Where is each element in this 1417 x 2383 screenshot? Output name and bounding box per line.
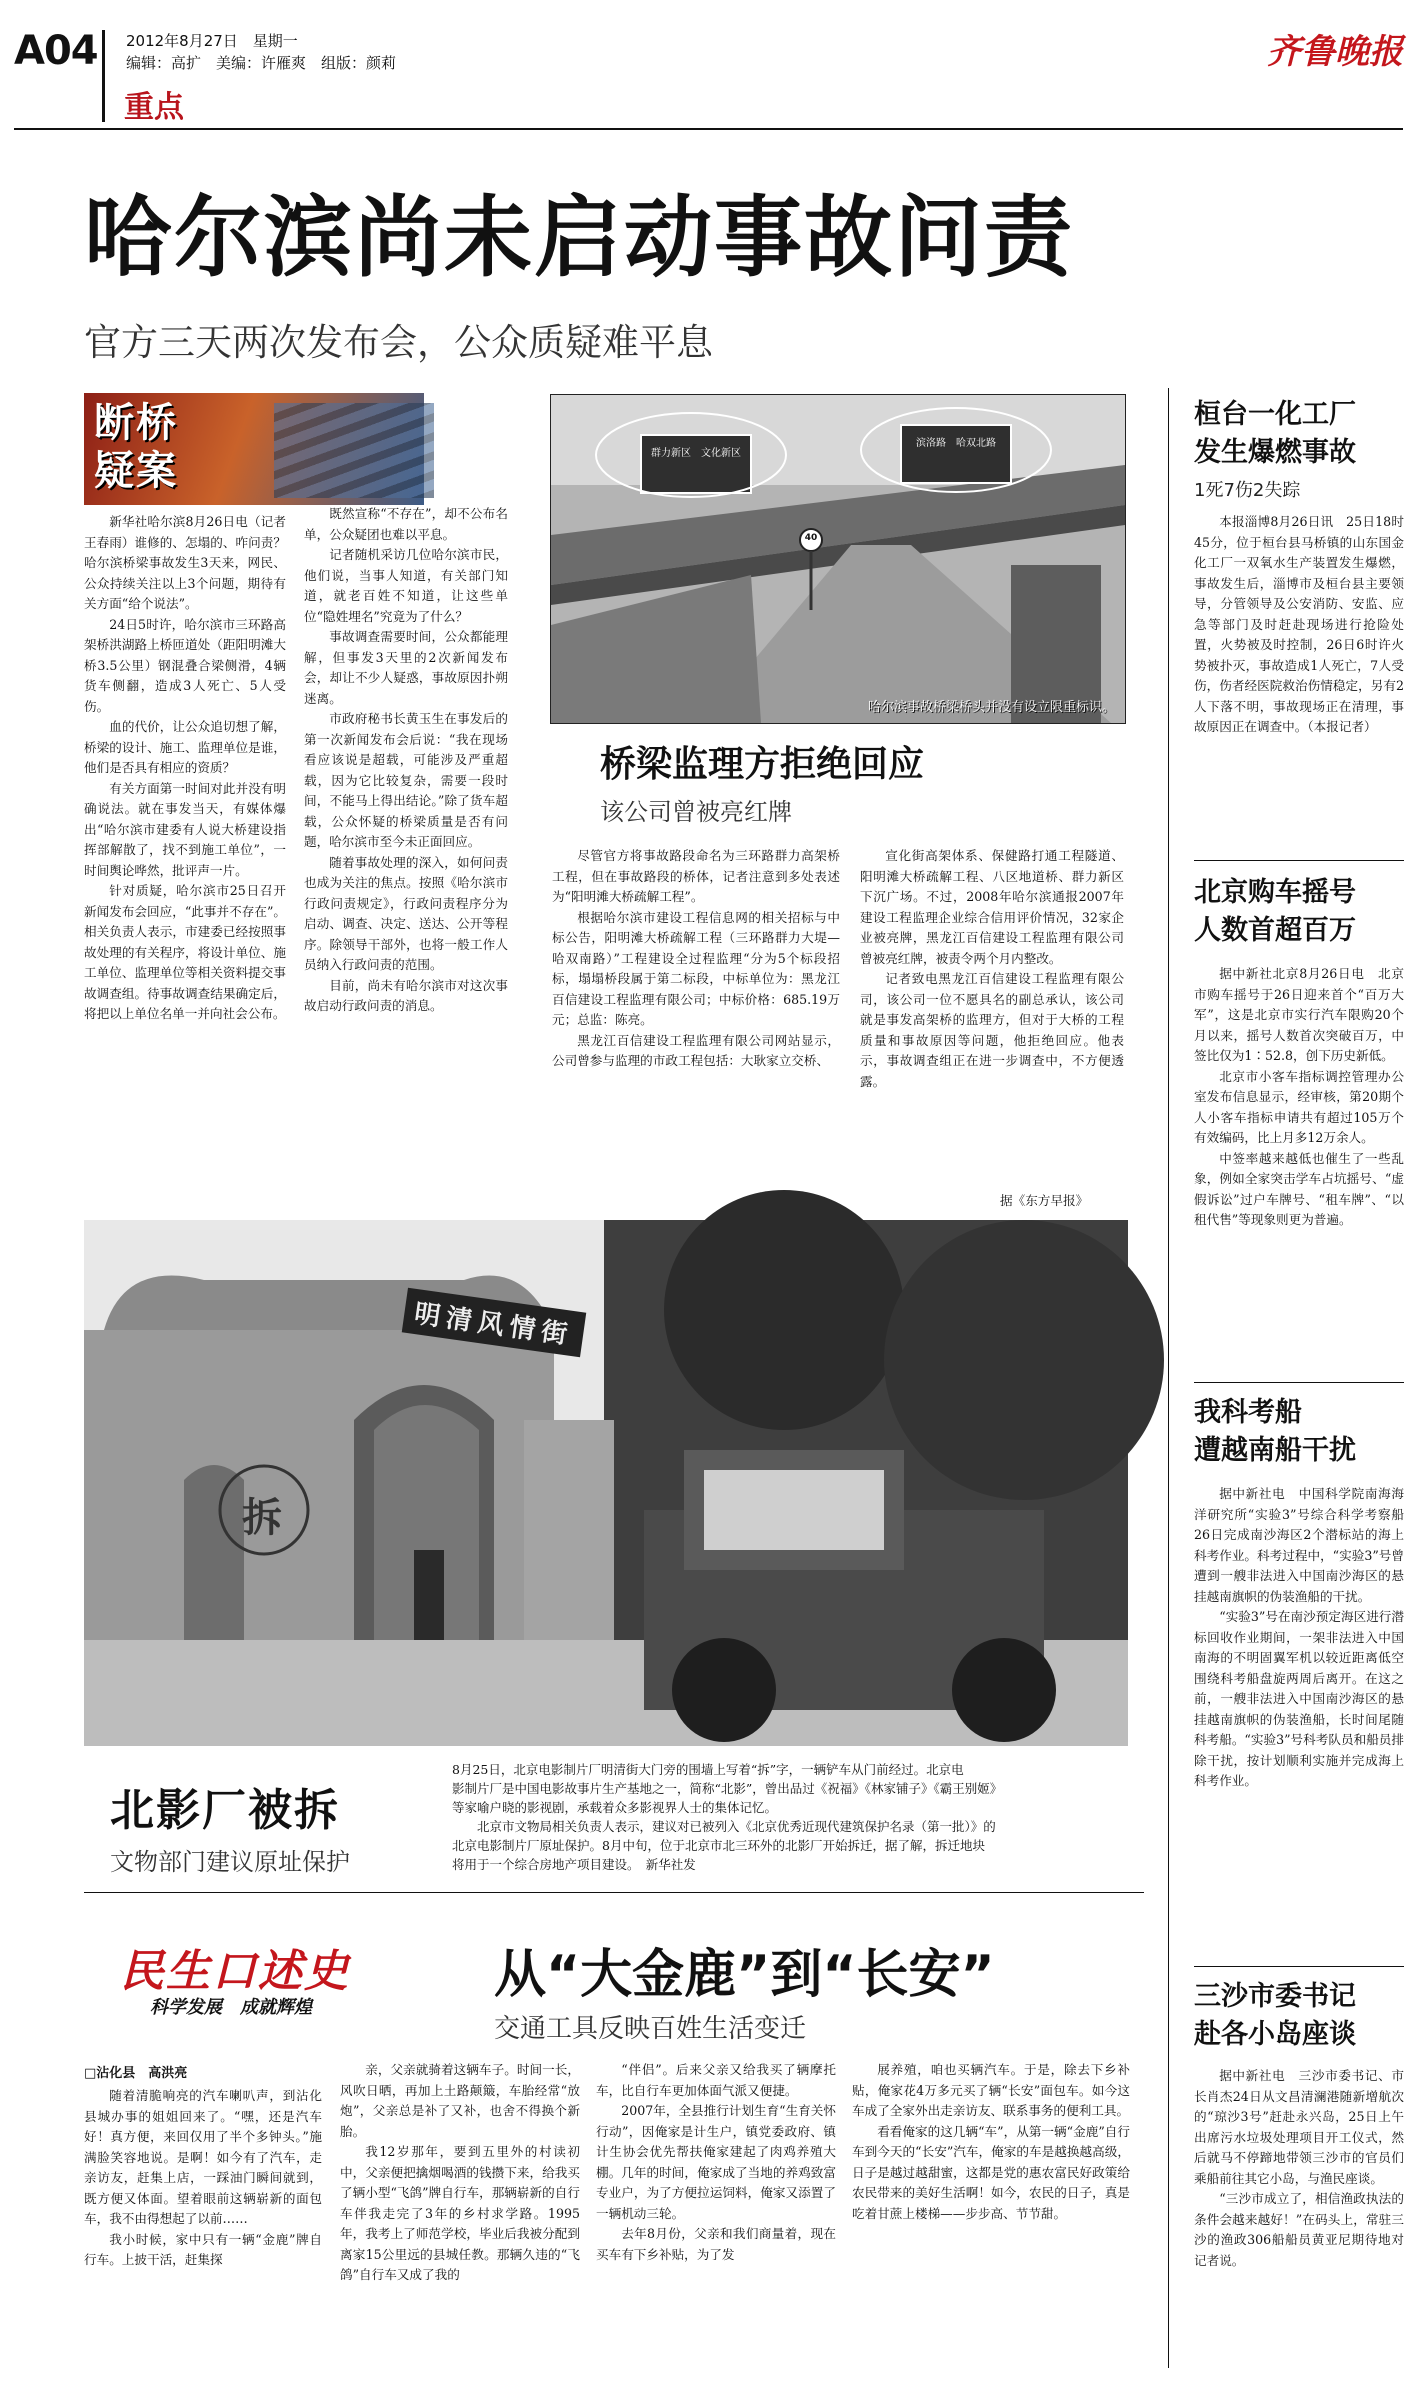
minsheng-column-2: [340, 2060, 580, 2366]
minsheng-column-1: [84, 2086, 322, 2366]
sidebar-story-2: [1194, 874, 1404, 1428]
page-number: A04: [14, 28, 98, 74]
paragraph: “伴侣”。后来父亲又给我买了辆摩托车，比自行车更加体面气派又便捷。: [596, 2062, 836, 2098]
paragraph: 随着事故处理的深入，如何问责也成为关注的焦点。按照《哈尔滨市行政问责规定》，行政问责程序分为启动、调查、决定、送达、公开等程序。除领导干部外，也将一般工作人员纳入行政问责的范围。: [304, 854, 508, 972]
paragraph: 我小时候，家中只有一辆“金鹿”牌自行车。上披干活，赶集探: [84, 2231, 322, 2267]
lead-column-1: [84, 512, 299, 1212]
paragraph: 中签率越来越低也催生了一些乱象，例如全家突击学车占坑摇号、“虚假诉讼”过户车牌号、“租车牌”、“以租代售”等现象则更为普遍。: [1194, 1150, 1404, 1227]
paragraph: 事故调查需要时间，公众都能理解，但事发3天里的2次新闻发布会，却让不少人疑惑，事故原因扑朔迷离。: [304, 629, 508, 706]
paragraph: 据中新社北京8月26日电 北京市购车摇号于26日迎来首个“百万大军”，这是北京市实行汽车限购20个月以来，摇号人数首次突破百万，中签比仅为1∶52.8，创下历史新低。: [1194, 966, 1404, 1063]
sidebar-1-headline-1: 桓台一化工厂: [1194, 399, 1356, 430]
caption-line: 将用于一个综合房地产项目建设。 新华社发: [452, 1857, 696, 1872]
caption-line: 8月25日，北京电影制片厂明清街大门旁的围墙上写着“拆”字，一辆铲车从门前经过。北京电: [452, 1762, 964, 1777]
sidebar-4-headline-1: 三沙市委书记: [1194, 1981, 1356, 2012]
sidebar-rule-2: [1194, 1382, 1404, 1383]
date-line: 2012年8月27日 星期一: [126, 32, 298, 50]
beiying-headline: 北影厂被拆: [110, 1785, 340, 1836]
caption-line: 影制片厂是中国电影故事片生产基地之一，简称“北影”，曾出品过《祝福》《林家铺子》《霸王别姬》: [452, 1781, 1003, 1796]
caption-line: 北京市文物局相关负责人表示，建议对已被列入《北京优秀近现代建筑保护名录（第一批）》的: [477, 1819, 996, 1834]
sidebar-rule-3: [1194, 1966, 1404, 1967]
paragraph: 宣化街高架体系、保健路打通工程隧道、阳明滩大桥疏解工程、八区地道桥、群力新区下沉广场。不过，2008年哈尔滨通报2007年建设工程监理企业综合信用评价情况，32家企业被亮牌，黑龙江百信建设工程监理有限公司曾被亮红牌，被责令两个月内整改。: [860, 848, 1124, 966]
bridge-headline: 桥梁监理方拒绝回应: [600, 744, 925, 785]
sidebar-story-3: [1194, 1394, 1404, 2004]
minsheng-headline: 从“大金鹿”到“长安”: [494, 1945, 995, 2005]
lead-headline: 哈尔滨尚未启动事故问责: [84, 186, 1075, 289]
paragraph: 据中新社电 中国科学院南海海洋研究所“实验3”号综合科学考察船26日完成南沙海区2个潜标站的海上科考作业。科考过程中，“实验3”号曾遭到一艘非法进入中国南沙海区的悬挂越南旗帜的伪装渔船的干扰。: [1194, 1486, 1404, 1604]
minsheng-column-3: [596, 2060, 836, 2366]
sidebar-1-body: [1194, 512, 1404, 830]
paragraph: 针对质疑，哈尔滨市25日召开新闻发布会回应，“此事并不存在”。相关负责人表示，市建委已经按照事故处理的有关程序，将设计单位、施工单位、监理单位等相关资料提交事故调查组。待事故调查结果确定后，将把以上单位名单一并向社会公布。: [84, 883, 286, 1021]
minsheng-subhead: 交通工具反映百姓生活变迁: [494, 2014, 807, 2044]
sidebar-divider: [1168, 388, 1169, 2368]
paragraph: 随着清脆响亮的汽车喇叭声，到沾化县城办事的姐姐回来了。“嘿，还是汽车好！真方便，来回仅用了半个多钟头。”施满脸笑容地说。是啊！如今有了汽车，走亲访友，赶集上店，一踩油门瞬间就到，既方便又体面。望着眼前这辆崭新的面包车，我不由得想起了以前……: [84, 2088, 322, 2226]
paragraph: “实验3”号在南沙预定海区进行潜标回收作业期间，一架非法进入中国南海的不明固翼军机以较近距离低空围绕科考船盘旋两周后离开。在这之前，一艘非法进入中国南沙海区的悬挂越南旗帜的伪装渔船，长时间尾随科考船。“实验3”号科考队员和船员排除干扰，按计划顺利实施并完成海上科考作业。: [1194, 1609, 1404, 1788]
minsheng-slogan: 科学发展 成就辉煌: [150, 1997, 312, 2018]
road-sign-2: 滨洛路 哈双北路: [916, 438, 996, 449]
bridge-subhead: 该公司曾被亮红牌: [600, 798, 792, 826]
beiying-photo: [84, 1220, 1128, 1746]
paragraph: 据中新社电 三沙市委书记、市长肖杰24日从文昌清澜港随新增航次的“琼沙3号”赶赴永兴岛，25日上午出席污水垃圾处理项目开工仪式，然后就马不停蹄地带领三沙市的官员们乘船前往其它小岛，与渔民座谈。: [1194, 2068, 1404, 2186]
bridge-photo: [550, 394, 1126, 724]
demolition-illustration: [84, 1220, 1128, 1746]
gate-signboard: 明清风情街: [402, 1288, 587, 1358]
staff-line: 编辑：高扩 美编：许雁爽 组版：颜莉: [126, 54, 397, 72]
paragraph: 看看俺家的这几辆“车”，从第一辆“金鹿”自行车到今天的“长安”汽车，俺家的车是越换越高级，日子是越过越甜蜜，这都是党的惠农富民好政策给农民带来的美好生活啊！如今，农民的日子，真是吃着甘蔗上楼梯——步步高、节节甜。: [852, 2123, 1130, 2221]
caption-line: 等家喻户晓的影视剧，承载着众多影视界人士的集体记忆。: [452, 1800, 778, 1815]
section-label: 重点: [124, 90, 184, 125]
paragraph: 北京市小客车指标调控管理办公室发布信息显示，经审核，第20期个人小客车指标申请共有超过105万个有效编码，比上月多12万余人。: [1194, 1068, 1404, 1145]
paragraph: 记者致电黑龙江百信建设工程监理有限公司，该公司一位不愿具名的副总承认，该公司就是事发高架桥的监理方，但对于大桥的工程质量和事故原因等问题，他拒绝回应。他表示，事故调查组正在进一步调查中，不方便透露。: [860, 971, 1124, 1089]
sidebar-1-subhead: 1死7伤2失踪: [1194, 480, 1301, 501]
paragraph: 记者随机采访几位哈尔滨市民，他们说，当事人知道，有关部门知道，就老百姓不知道，让这些单位“隐姓埋名”究竟为了什么？: [304, 547, 508, 624]
sidebar-2-body: [1194, 964, 1404, 1428]
sidebar-3-headline-2: 遭越南船干扰: [1194, 1435, 1356, 1466]
sidebar-3-headline-1: 我科考船: [1194, 1397, 1302, 1428]
paragraph: 有关方面第一时间对此并没有明确说法。就在事发当天，有媒体爆出“哈尔滨市建委有人说大桥建设指挥部解散了，找不到施工单位”，一时间舆论哗然，批评声一片。: [84, 780, 286, 878]
sidebar-4-body: [1194, 2066, 1404, 2366]
minsheng-logo: [120, 1935, 390, 2025]
minsheng-logo-text: 民生口述史: [120, 1946, 350, 1997]
paragraph: 黑龙江百信建设工程监理有限公司网站显示，公司曾参与监理的市政工程包括：大耿家立交桥、: [552, 1032, 840, 1068]
badge-label: 断桥疑案: [94, 400, 178, 494]
paragraph: 新华社哈尔滨8月26日电（记者 王春雨）谁修的、怎塌的、咋问责？哈尔滨桥梁事故发生3天来，网民、公众持续关注以上3个问题，期待有关方面“给个说法”。: [84, 514, 299, 611]
paper-logo: 齐鲁晚报: [1267, 32, 1403, 72]
paragraph: 我12岁那年，要到五里外的村读初中，父亲便把擒烟喝酒的钱攒下来，给我买了辆小型“飞鸽”牌自行车，那辆崭新的自行车伴我走完了3年的乡村求学路。1995年，我考上了师范学校，毕业后我被分配到离家15公里远的县城任教。那辆久违的“飞鸽”自行车又成了我的: [340, 2144, 580, 2282]
paragraph: 24日5时许，哈尔滨市三环路高架桥洪湖路上桥匝道处（距阳明滩大桥3.5公里）钢混叠合梁侧滑，4辆货车侧翻，造成3人死亡、5人受伤。: [84, 616, 286, 714]
minsheng-byline: □沾化县 高洪亮: [84, 2066, 188, 2081]
beiying-caption: [452, 1760, 1142, 1874]
bridge-column-1: [552, 846, 840, 1210]
sidebar-rule-1: [1194, 860, 1404, 861]
bridge-column-2: [860, 846, 1124, 1194]
masthead-rule: [14, 128, 1403, 130]
paragraph: 本报淄博8月26日讯 25日18时45分，位于桓台县马桥镇的山东国金化工厂一双氧水生产装置发生爆燃，事故发生后，淄博市及桓台县主要领导，分管领导及公安消防、安监、应急等部门及时赶赴现场进行抢险处置，火势被及时控制，26日6时许火势被扑灭，事故造成1人死亡，7人受伤，伤者经医院救治伤情稳定，另有2人下落不明，事故现场正在清理，事故原因正在调查中。（本报记者）: [1194, 514, 1404, 734]
paragraph: 2007年，全县推行计划生育“生育关怀行动”，因俺家是计生户，镇党委政府、镇计生协会优先帮扶俺家建起了肉鸡养殖大棚。几年的时间，俺家成了当地的养鸡致富专业户，为了方便拉运饲料，俺家又添置了一辆机动三轮。: [596, 2103, 836, 2221]
paragraph: 亲，父亲就骑着这辆车子。时间一长，风吹日晒，再加上土路颠簸，车胎经常“放炮”，父亲总是补了又补，也舍不得换个新胎。: [340, 2062, 580, 2139]
lead-column-2: [304, 504, 508, 1210]
sidebar-4-headline-2: 赴各小岛座谈: [1194, 2019, 1356, 2050]
speed-limit-sign: 40: [804, 533, 818, 543]
paragraph: 市政府秘书长黄玉生在事发后的第一次新闻发布会后说：“我在现场看应该说是超载，可能涉及严重超载，因为它比较复杂，需要一段时间，不能马上得出结论。”除了货车超载，公众怀疑的桥梁质量是否有问题，哈尔滨市至今未正面回应。: [304, 711, 508, 849]
beiying-rule: [84, 1892, 1144, 1893]
beiying-subhead: 文物部门建议原址保护: [110, 1848, 350, 1876]
paragraph: 目前，尚未有哈尔滨市对这次事故启动行政问责的消息。: [304, 977, 508, 1013]
paragraph: 根据哈尔滨市建设工程信息网的相关招标与中标公告，阳明滩大桥疏解工程（三环路群力大堤—哈双南路）”工程建设全过程监理“分为5个标段招标，塌塌桥段属于第二标段，中标单位为：黑龙江百信建设工程监理有限公司；中标价格：685.19万元；总监：陈亮。: [552, 909, 840, 1027]
minsheng-column-4: [852, 2060, 1130, 2366]
paragraph: 展养殖，咱也买辆汽车。于是，除去下乡补贴，俺家花4万多元买了辆“长安”面包车。如今这车成了全家外出走亲访友、联系事务的便利工具。: [852, 2062, 1130, 2118]
paragraph: 血的代价，让公众追切想了解，桥梁的设计、施工、监理单位是谁，他们是否具有相应的资质？: [84, 719, 286, 775]
paragraph: 尽管官方将事故路段命名为三环路群力高架桥工程，但在事故路段的桥体，记者注意到多处表述为“阳明滩大桥疏解工程”。: [552, 848, 840, 904]
lead-subhead: 官方三天两次发布会，公众质疑难平息: [84, 321, 713, 364]
bridge-photo-caption: 哈尔滨事故桥梁桥头并没有设立限重标识。: [867, 700, 1115, 715]
sidebar-2-headline-1: 北京购车摇号: [1194, 877, 1356, 908]
sidebar-2-headline-2: 人数首超百万: [1194, 915, 1356, 946]
sidebar-story-1: [1194, 396, 1404, 830]
paragraph: 去年8月份，父亲和我们商量着，现在买车有下乡补贴，为了发: [596, 2226, 836, 2262]
caption-line: 北京电影制片厂原址保护。8月中旬，位于北京市北三环外的北影厂开始拆迁，据了解，拆迁地块: [452, 1838, 985, 1853]
road-sign-1: 群力新区 文化新区: [651, 448, 741, 459]
duanqiao-badge: [84, 393, 424, 505]
sidebar-1-headline-2: 发生爆燃事故: [1194, 437, 1356, 468]
bridge-source: 据《东方早报》: [1000, 1193, 1089, 1208]
beiying-title-box: [84, 1756, 414, 1888]
bridge-illustration: [551, 395, 1125, 723]
sidebar-story-4: [1194, 1978, 1404, 2366]
masthead-divider: [102, 30, 105, 122]
sidebar-3-body: [1194, 1484, 1404, 2004]
paragraph: “三沙市成立了，相信渔政执法的条件会越来越好！”在码头上，常驻三沙的渔政306船船员黄亚尼期待地对记者说。: [1194, 2191, 1404, 2268]
demolition-mark: 拆: [242, 1495, 282, 1541]
paragraph: 既然宣称“不存在”，却不公布名单，公众疑团也难以平息。: [304, 506, 508, 542]
